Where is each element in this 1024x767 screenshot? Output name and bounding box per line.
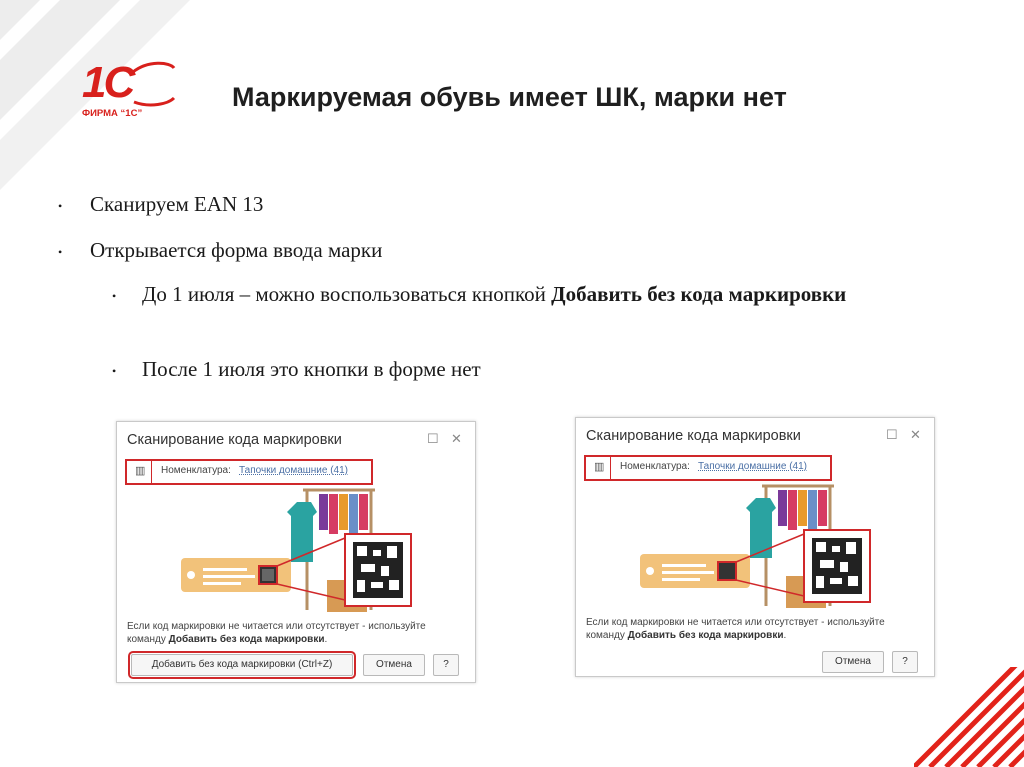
barcode-icon[interactable]: ▥ xyxy=(135,465,146,477)
bullet-scan-ean: Сканируем EAN 13 xyxy=(90,192,264,216)
nomenclature-link[interactable]: Тапочки домашние (41) xyxy=(239,465,349,476)
slide-title: Маркируемая обувь имеет ШК, марки нет xyxy=(232,82,787,112)
logo-subtitle: ФИРМА “1С” xyxy=(82,108,143,119)
bullet-after-july: После 1 июля это кнопки в форме нет xyxy=(142,357,481,381)
scan-dialog-before xyxy=(116,421,476,683)
bullet-before-july-text: До 1 июля – можно воспользоваться кнопкой xyxy=(142,282,552,306)
maximize-icon[interactable]: ☐ xyxy=(886,427,898,442)
nomenclature-link[interactable]: Тапочки домашние (41) xyxy=(698,461,808,472)
bullet-dot: • xyxy=(58,199,63,213)
company-logo xyxy=(78,58,178,124)
logo-wordmark: 1С xyxy=(82,58,133,107)
barcode-icon[interactable]: ▥ xyxy=(594,461,605,473)
bullet-before-july xyxy=(142,278,980,310)
scan-dialog-after xyxy=(575,417,935,677)
add-without-code-button[interactable]: Добавить без кода маркировки (Ctrl+Z) xyxy=(131,654,353,676)
bullet-dot: • xyxy=(112,364,117,378)
close-icon[interactable]: ✕ xyxy=(910,427,921,442)
dialog-title: Сканирование кода маркировки xyxy=(586,428,801,444)
help-button[interactable]: ? xyxy=(892,651,918,673)
scan-illustration xyxy=(175,480,415,616)
help-button[interactable]: ? xyxy=(433,654,459,676)
bullet-dot: • xyxy=(112,289,117,303)
bullet-before-july-button-name: Добавить без кода маркировки xyxy=(551,282,847,306)
dialog-title: Сканирование кода маркировки xyxy=(127,432,342,448)
dialog-hint: Если код маркировки не читается или отсутствует - используйте команду Добавить без кода маркировки. xyxy=(586,617,885,641)
corner-stripes xyxy=(914,667,1024,767)
nomenclature-label: Номенклатура: xyxy=(161,465,231,476)
cancel-button[interactable]: Отмена xyxy=(822,651,884,673)
close-icon[interactable]: ✕ xyxy=(451,431,462,446)
nomenclature-label: Номенклатура: xyxy=(620,461,690,472)
scan-illustration xyxy=(634,476,874,612)
bullet-dot: • xyxy=(58,245,63,259)
dialog-hint: Если код маркировки не читается или отсутствует - используйте команду Добавить без кода маркировки. xyxy=(127,621,426,645)
maximize-icon[interactable]: ☐ xyxy=(427,431,439,446)
bullet-form-opens: Открывается форма ввода марки xyxy=(90,238,383,262)
cancel-button[interactable]: Отмена xyxy=(363,654,425,676)
